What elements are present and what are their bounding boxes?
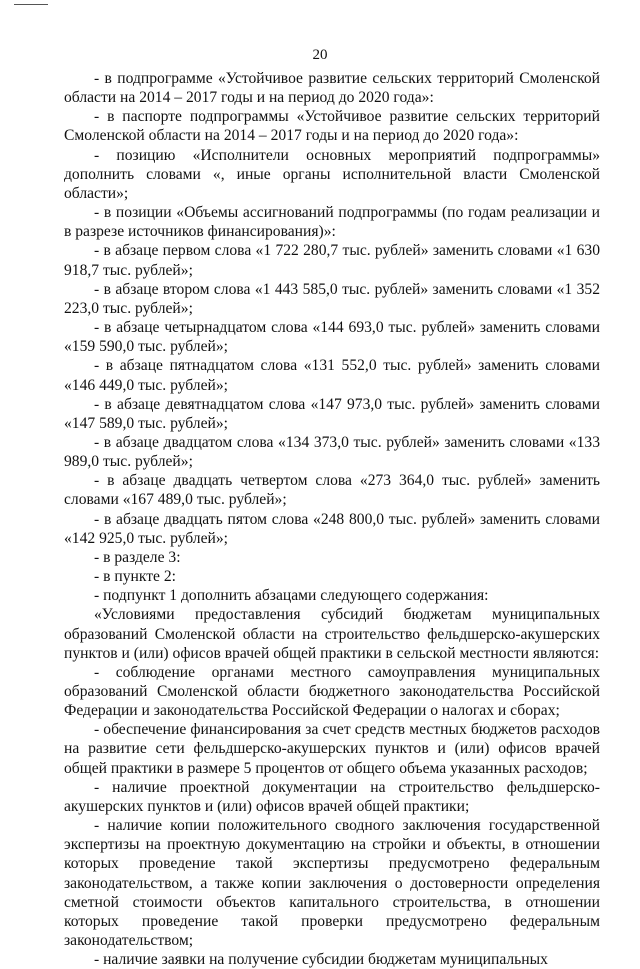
paragraph: - наличие заявки на получение субсидии бюджетам муниципальных xyxy=(94,951,548,969)
paragraph: - обеспечение финансирования за счет средств местных бюджетов расходов на развитие сети фельдшерско-акушерских пунктов и (или) офисов врачей общей практики в размере 5 процентов от общего объема указанных расходов; xyxy=(64,721,600,777)
paragraph: - в подпрограмме «Устойчивое развитие сельских территорий Смоленской области на 2014 – 2017 годы и на период до 2020 года»: xyxy=(64,70,600,107)
paragraph: - в абзаце пятнадцатом слова «131 552,0 тыс. рублей» заменить словами «146 449,0 тыс. рублей»; xyxy=(64,357,600,394)
paragraph: - в абзаце двадцать четвертом слова «273 364,0 тыс. рублей» заменить словами «167 489,0 тыс. рублей»; xyxy=(64,472,600,509)
paragraph: - наличие проектной документации на строительство фельдшерско-акушерских пунктов и (или) офисов врачей общей практики; xyxy=(64,778,600,815)
paragraph: - в абзаце втором слова «1 443 585,0 тыс. рублей» заменить словами «1 352 223,0 тыс. рублей»; xyxy=(64,280,600,317)
paragraph: - позицию «Исполнители основных мероприятий подпрограммы» дополнить словами «, иные органы исполнительной власти Смоленской области»; xyxy=(64,146,600,202)
paragraph: - в паспорте подпрограммы «Устойчивое развитие сельских территорий Смоленской области на 2014 – 2017 годы и на период до 2020 года»: xyxy=(64,108,600,145)
paragraph: - подпункт 1 дополнить абзацами следующего содержания: xyxy=(94,587,489,605)
paragraph: - в пункте 2: xyxy=(94,568,176,586)
paragraph: «Условиями предоставления субсидий бюджетам муниципальных образований Смоленской области на строительство фельдшерско-акушерских пунктов и (или) офисов врачей общей практики в сельской местности являются: xyxy=(64,606,600,662)
document-body xyxy=(64,69,600,969)
paragraph: - в разделе 3: xyxy=(94,548,181,566)
scan-artifact-line xyxy=(14,4,48,5)
paragraph: - наличие копии положительного сводного заключения государственной экспертизы на проектную документацию на стройки и объекты, в отношении которых проведение такой экспертизы предусмотрено федеральным законодательством, а также копии заключения о достоверности определения сметной стоимости объектов капитального строительства, в отношении которых проведение такой проверки предусмотрено федеральным законодательством; xyxy=(64,817,600,950)
paragraph: - в абзаце двадцать пятом слова «248 800,0 тыс. рублей» заменить словами «142 925,0 тыс. рублей»; xyxy=(64,510,600,547)
paragraph: - соблюдение органами местного самоуправления муниципальных образований Смоленской области бюджетного законодательства Российской Федерации и законодательства Российской Федерации о налогах и сборах; xyxy=(64,663,600,720)
paragraph: - в позиции «Объемы ассигнований подпрограммы (по годам реализации и в разрезе источников финансирования)»: xyxy=(64,204,600,241)
paragraph: - в абзаце двадцатом слова «134 373,0 тыс. рублей» заменить словами «133 989,0 тыс. рублей»; xyxy=(64,433,600,471)
page-number: 20 xyxy=(312,47,328,63)
paragraph: - в абзаце четырнадцатом слова «144 693,0 тыс. рублей» заменить словами «159 590,0 тыс. рублей»; xyxy=(64,319,600,356)
paragraph: - в абзаце девятнадцатом слова «147 973,0 тыс. рублей» заменить словами «147 589,0 тыс. рублей»; xyxy=(64,395,600,432)
paragraph: - в абзаце первом слова «1 722 280,7 тыс. рублей» заменить словами «1 630 918,7 тыс. рублей»; xyxy=(64,242,600,279)
